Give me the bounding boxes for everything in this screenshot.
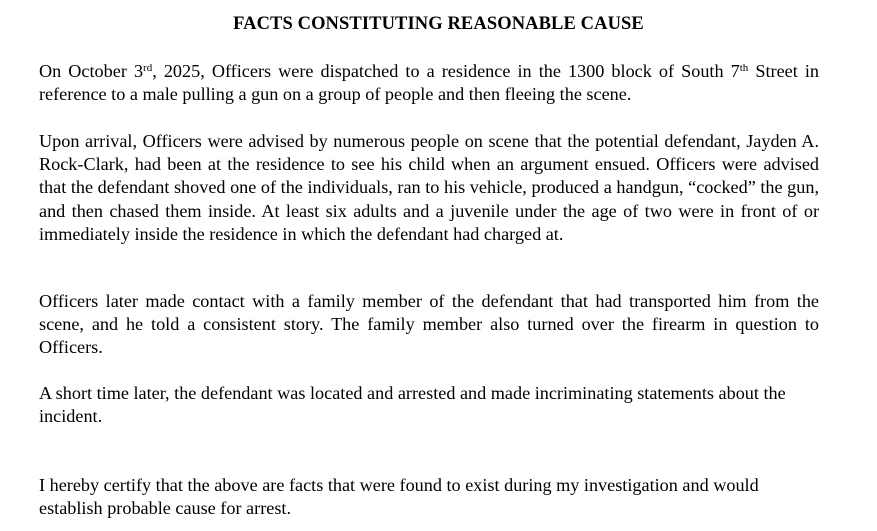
paragraph-dispatch — [39, 60, 819, 106]
paragraph-dispatch-text-3: Street in reference to a male pulling a gun on a group of people and then fleeing the scene. — [39, 61, 820, 105]
document-title: FACTS CONSTITUTING REASONABLE CAUSE — [233, 14, 644, 34]
date-ordinal-suffix: rd — [143, 62, 153, 74]
street-ordinal-suffix: th — [739, 62, 749, 74]
paragraph-dispatch-text-2: , 2025, Officers were dispatched to a residence in the 1300 block of South 7 — [152, 61, 740, 81]
paragraph-arrest: A short time later, the defendant was located and arrested and made incriminating statements about the incident. — [39, 383, 786, 427]
paragraph-arrival: Upon arrival, Officers were advised by numerous people on scene that the potential defendant, Jayden A. Rock-Clark, had been at the residence to see his child when an argument ensued. Officers were advised that the defendant shoved one of the individuals, ran to his vehicle, produced a handgun, “cocked” the gun, and then chased them inside. At least six adults and a juvenile under the age of two were in front of or immediately inside the residence in which the defendant had charged at. — [39, 131, 819, 244]
paragraph-certification: I hereby certify that the above are facts that were found to exist during my investigation and would establish probable cause for arrest. — [39, 475, 759, 519]
paragraph-dispatch-text-1: On October 3 — [39, 61, 144, 81]
paragraph-family-contact: Officers later made contact with a family member of the defendant that had transported him from the scene, and he told a consistent story. The family member also turned over the firearm in question to Officers. — [39, 291, 819, 358]
